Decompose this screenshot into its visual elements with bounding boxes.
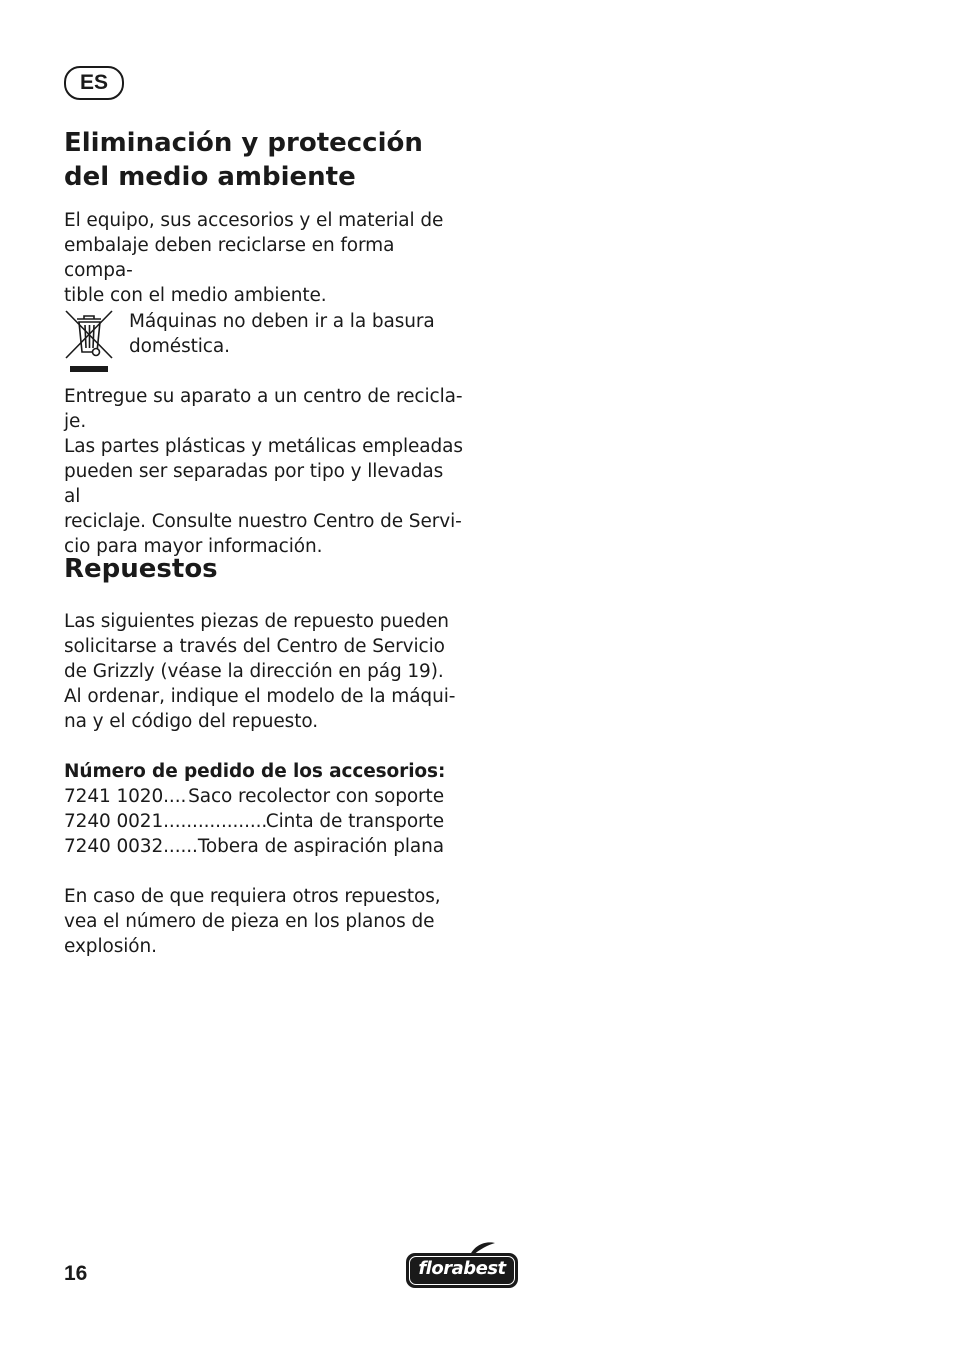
section-title-line: del medio ambiente	[64, 162, 356, 192]
text-line: vea el número de pieza en los planos de	[64, 911, 435, 932]
spares-outro-paragraph	[64, 884, 464, 959]
order-numbers-heading: Número de pedido de los accesorios:	[64, 761, 446, 782]
text-line: reciclaje. Consulte nuestro Centro de Servi-	[64, 511, 462, 532]
text-line: explosión.	[64, 936, 157, 957]
order-row	[64, 784, 444, 809]
text-line: na y el código del repuesto.	[64, 711, 319, 732]
text-line: Máquinas no deben ir a la basura	[129, 311, 435, 332]
brand-logo	[406, 1253, 518, 1288]
text-line: tible con el medio ambiente.	[64, 285, 327, 306]
section-title-spares: Repuestos	[64, 554, 218, 584]
order-row	[64, 834, 444, 859]
text-line: Las siguientes piezas de repuesto pueden	[64, 611, 449, 632]
text-line: de Grizzly (véase la dirección en pág 19).	[64, 661, 444, 682]
text-line: embalaje deben reciclarse en forma compa-	[64, 235, 395, 281]
text-line: solicitarse a través del Centro de Servicio	[64, 636, 445, 657]
text-line: Al ordenar, indique el modelo de la máqui-	[64, 686, 456, 707]
text-line: En caso de que requiera otros repuestos,	[64, 886, 441, 907]
order-code: 7240 0021	[64, 811, 164, 832]
bin-note-paragraph	[129, 309, 459, 359]
crossed-out-wheelie-bin-icon	[64, 308, 114, 374]
disposal-intro-paragraph	[64, 208, 464, 308]
order-row	[64, 809, 444, 834]
section-title-line: Eliminación y protección	[64, 128, 423, 158]
text-line: je.	[64, 411, 87, 432]
leader-dots	[163, 834, 198, 859]
leader-dots	[163, 809, 266, 834]
leaf-icon	[468, 1241, 496, 1257]
order-code: 7241 1020	[64, 786, 164, 807]
order-item: Saco recolector con soporte	[188, 786, 444, 807]
order-item: Tobera de aspiración plana	[197, 836, 444, 857]
brand-wordmark: florabest	[418, 1258, 506, 1279]
section-title-disposal	[64, 126, 484, 194]
text-line: Entregue su aparato a un centro de recicla-	[64, 386, 463, 407]
text-line: El equipo, sus accesorios y el material de	[64, 210, 444, 231]
text-line: cio para mayor información.	[64, 536, 323, 557]
language-badge: ES	[64, 66, 124, 100]
text-line: Las partes plásticas y metálicas empleadas	[64, 436, 463, 457]
leader-dots	[163, 784, 188, 809]
order-code: 7240 0032	[64, 836, 164, 857]
page-number: 16	[64, 1262, 88, 1285]
disposal-details-paragraph	[64, 384, 464, 559]
text-line: pueden ser separadas por tipo y llevadas al	[64, 461, 444, 507]
spares-intro-paragraph	[64, 609, 464, 734]
order-item: Cinta de transporte	[265, 811, 444, 832]
text-line: doméstica.	[129, 336, 230, 357]
